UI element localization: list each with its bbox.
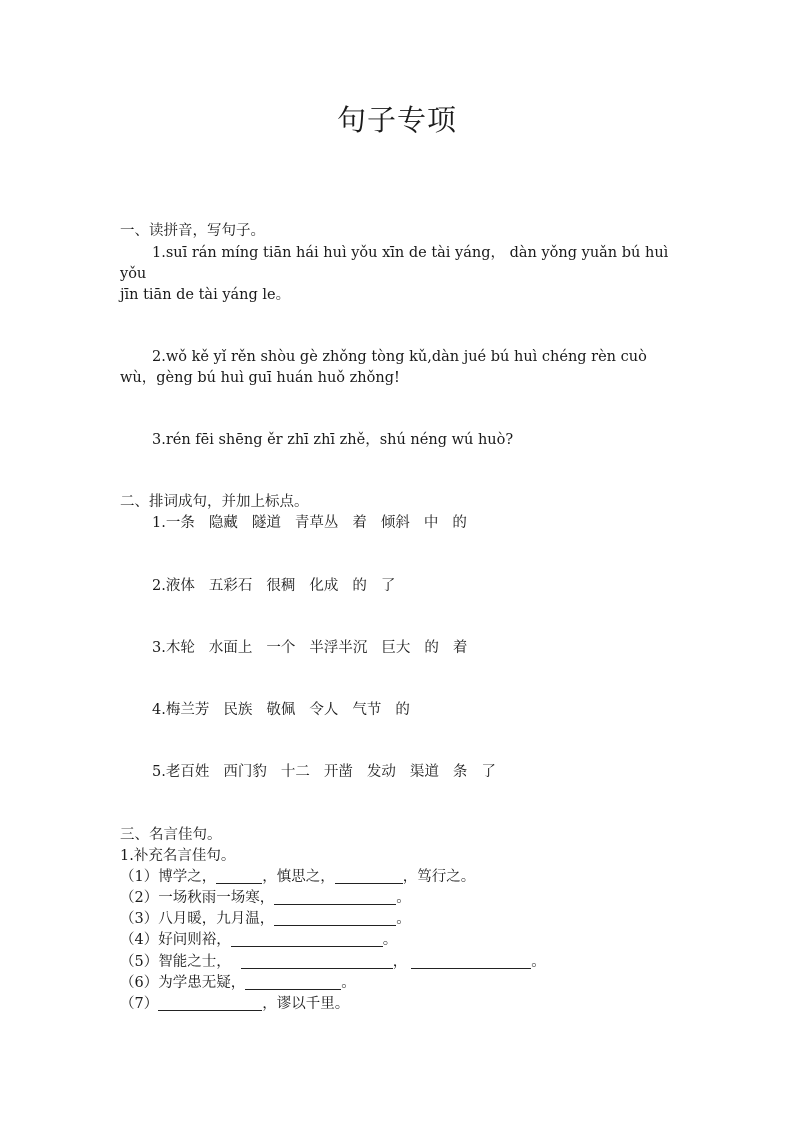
word: 水面上 bbox=[208, 640, 253, 656]
reorder-item-5 bbox=[152, 762, 712, 782]
word: 着 bbox=[352, 515, 367, 531]
word: 老百姓 bbox=[165, 764, 210, 780]
word: 了 bbox=[380, 578, 396, 594]
fill-blank[interactable] bbox=[411, 954, 531, 969]
fill-blank[interactable] bbox=[158, 996, 262, 1011]
word: 倾斜 bbox=[380, 515, 410, 531]
quote-text: （6）为学患无疑， bbox=[120, 975, 246, 991]
quote-line-2 bbox=[120, 888, 680, 908]
word: 的 bbox=[424, 640, 439, 656]
word: 液体 bbox=[165, 578, 195, 594]
section-1-heading: 一、读拼音，写句子。 bbox=[120, 223, 265, 239]
word: 五彩石 bbox=[208, 578, 253, 594]
q1-line-3: jīn tiān de tài yáng le。 bbox=[120, 287, 291, 303]
quote-text: ， bbox=[392, 954, 408, 970]
quote-line-6 bbox=[120, 973, 680, 993]
reorder-item-1 bbox=[152, 513, 712, 533]
reorder-item-4 bbox=[152, 700, 712, 720]
word: 着 bbox=[452, 640, 468, 656]
fill-blank[interactable] bbox=[274, 890, 396, 905]
item-number: 5. bbox=[152, 764, 166, 780]
word: 的 bbox=[352, 578, 367, 594]
quote-line-4 bbox=[120, 930, 680, 950]
fill-blank[interactable] bbox=[231, 932, 383, 947]
quote-text: 。 bbox=[341, 975, 356, 991]
word: 木轮 bbox=[165, 640, 195, 656]
fill-blank[interactable] bbox=[335, 869, 403, 884]
word: 发动 bbox=[366, 764, 396, 780]
item-number: 2. bbox=[152, 578, 166, 594]
quote-text: 。 bbox=[531, 954, 546, 970]
word: 一个 bbox=[266, 640, 296, 656]
fill-blank[interactable] bbox=[216, 869, 262, 884]
quote-line-3 bbox=[120, 909, 680, 929]
word: 半浮半沉 bbox=[309, 640, 368, 656]
quote-text: （2）一场秋雨一场寒， bbox=[120, 890, 275, 906]
reorder-item-3 bbox=[152, 638, 712, 658]
word: 条 bbox=[452, 764, 468, 780]
word: 青草丛 bbox=[294, 515, 339, 531]
word: 的 bbox=[395, 702, 410, 718]
q2-line-2: wù，gèng bú huì guī huán huǒ zhǒng! bbox=[120, 370, 400, 386]
section-3-heading: 三、名言佳句。 bbox=[120, 827, 222, 843]
word: 气节 bbox=[352, 702, 382, 718]
quote-text: （5）智能之士， bbox=[120, 954, 231, 970]
word: 中 bbox=[423, 515, 439, 531]
word: 民族 bbox=[223, 702, 253, 718]
quote-line-5 bbox=[120, 952, 680, 972]
quote-text: （3）八月暖，九月温， bbox=[120, 911, 275, 927]
quote-text: 。 bbox=[396, 890, 411, 906]
q3-line: 3.rén fēi shēng ěr zhī zhī zhě，shú néng wú huò? bbox=[152, 432, 514, 448]
quote-text: ，笃行之。 bbox=[402, 869, 476, 885]
word: 隐藏 bbox=[208, 515, 238, 531]
word: 令人 bbox=[309, 702, 339, 718]
reorder-item-2 bbox=[152, 576, 712, 596]
word: 化成 bbox=[309, 578, 339, 594]
quote-line-7 bbox=[120, 994, 680, 1014]
q1-line-1: 1.suī rán míng tiān hái huì yǒu xīn de tài yáng， dàn yǒng yuǎn bú huì bbox=[152, 245, 669, 261]
item-number: 3. bbox=[152, 640, 166, 656]
quote-text: 。 bbox=[382, 932, 398, 948]
fill-blank[interactable] bbox=[245, 975, 341, 990]
word: 巨大 bbox=[381, 640, 411, 656]
page-title: 句子专项 bbox=[336, 103, 457, 137]
word: 西门豹 bbox=[223, 764, 267, 780]
word: 很稠 bbox=[266, 578, 296, 594]
item-number: 1. bbox=[152, 515, 166, 531]
quote-text: （1）博学之， bbox=[120, 869, 217, 885]
section-3-subheading: 1.补充名言佳句。 bbox=[120, 848, 236, 864]
item-number: 4. bbox=[152, 702, 166, 718]
word: 十二 bbox=[280, 764, 310, 780]
q2-line-1: 2.wǒ kě yǐ rěn shòu gè zhǒng tòng kǔ,dàn jué bú huì chéng rèn cuò bbox=[152, 349, 647, 365]
word: 梅兰芳 bbox=[165, 702, 210, 718]
quote-text: （4）好问则裕， bbox=[120, 932, 231, 948]
word: 渠道 bbox=[409, 764, 439, 780]
word: 开凿 bbox=[323, 764, 353, 780]
fill-blank[interactable] bbox=[241, 954, 393, 969]
word: 敬佩 bbox=[266, 702, 296, 718]
quote-text: 。 bbox=[396, 911, 411, 927]
quote-text: ，谬以千里。 bbox=[262, 996, 350, 1012]
section-2-heading: 二、排词成句，并加上标点。 bbox=[120, 494, 309, 510]
word: 隧道 bbox=[251, 515, 281, 531]
quote-text: （7） bbox=[120, 996, 159, 1012]
q1-line-2: yǒu bbox=[120, 266, 147, 282]
quote-line-1 bbox=[120, 867, 680, 887]
fill-blank[interactable] bbox=[274, 911, 396, 926]
word: 了 bbox=[481, 764, 496, 780]
quote-text: ，慎思之， bbox=[262, 869, 335, 885]
word: 的 bbox=[452, 515, 467, 531]
word: 一条 bbox=[165, 515, 195, 531]
